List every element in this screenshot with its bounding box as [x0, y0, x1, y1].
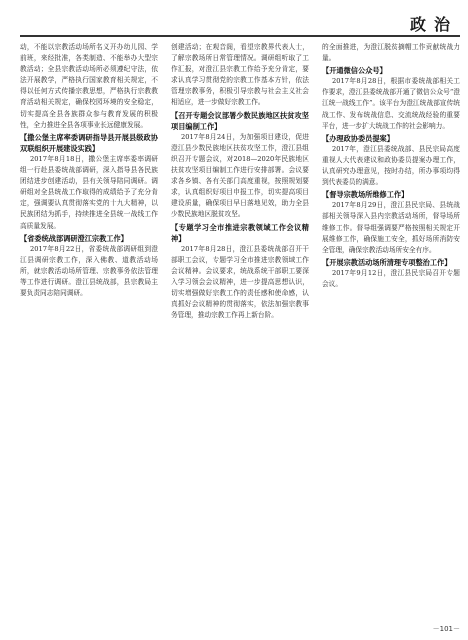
article-heading: 【省委统战部调研澄江宗教工作】 [20, 233, 128, 243]
article-heading: 【办理政协委员提案】 [322, 133, 394, 143]
text-column-3 [322, 42, 460, 612]
article-paragraph: 的全面推进，为澄江脱贫摘帽工作贡献统战力量。 [322, 43, 460, 63]
article-heading: 【召开专题会议部署少数民族地区扶贫攻坚项目编制工作】 [171, 110, 309, 131]
article-paragraph: 2017年8月22日，省委统战部调研组到澄江县调研宗教工作，深入佛教、道教活动场所，就宗教活动场所管理、宗教事务依法管理等工作进行调研。澄江县统战部，县宗教局主要负责同志陪同调研。 [20, 244, 158, 298]
article-paragraph: 2017年，澄江县委统战部、县民宗局高度重视人大代表建议和政协委员提案办理工作，认真研究办理意见，按时办结，所办事项均得到代表委员的满意。 [322, 144, 460, 187]
header-rule [20, 35, 460, 37]
text-column-2 [171, 42, 309, 612]
article-paragraph: 2017年8月18日，撒公堡主席率委率调研组一行赴县委统战部调研，深入指导县各民族团结进步创建活动，县有关领导陪同调研。调研组对全县统战工作取得的成绩给予了充分肯定，强调要认真贯彻落实党的十九大精神，以民族团结为抓手，持续推进全县统一战线工作高质量发展。 [20, 154, 158, 230]
article-paragraph: 2017年8月29日，澄江县民宗局、县统战部相关领导深入县内宗教活动场所，督导场所维修工作。督导组强调要严格按照相关规定开展维修工作，确保施工安全，抓好场所消防安全管理，确保宗教活动场所安全有序。 [322, 201, 460, 254]
article-paragraph: 2017年8月28日，根据市委统战部相关工作要求，澄江县委统战部开通了微信公众号“澄江统一战线工作”。该平台为澄江统战部宣传统战工作、发布统战信息、交流统战经验的重要平台，进一步扩大统战工作的社会影响力。 [322, 77, 460, 130]
article-paragraph: 创建活动；在观音阁，看望宗教界代表人士，了解宗教场所日常管理情况。调研组听取了工作汇报，对澄江县宗教工作给予充分肯定，要求认真学习贯彻党的宗教工作基本方针，依法管理宗教事务，积极引导宗教与社会主义社会相适应，进一步做好宗教工作。 [171, 43, 309, 107]
article-heading: 【督导宗教场所维修工作】 [322, 190, 409, 200]
article-paragraph: 2017年8月28日，澄江县委统战部召开干部职工会议，专题学习全市推进宗教领域工作会议精神。会议要求，统战系统干部职工要深入学习领会会议精神，进一步提高思想认识，切实增强做好宗教工作的责任感和使命感，认真抓好会议精神的贯彻落实，依法加强宗教事务管理，推动宗教工作再上新台阶。 [171, 244, 309, 320]
article-heading: 【专题学习全市推进宗教领域工作会议精神】 [171, 222, 309, 243]
text-column-1 [20, 42, 158, 612]
article-paragraph: 2017年8月24日，为加强项目建设，促进澄江县少数民族地区扶贫攻坚工作，澄江县组织召开专题会议，对2018—2020年民族地区扶贫攻坚项目编制工作进行安排部署。会议要求各乡镇、各有关部门高度重视，按照规划要求，认真组织好项目申报工作，切实提高项目建设质量，确保项目早日落地见效，助力全县少数民族地区脱贫攻坚。 [171, 132, 309, 219]
article-paragraph: 动，不能以宗教活动场所名义开办幼儿园、学前班，来经批准，各类制造、不能举办大型宗教活动；全县宗教活动场所必须遵纪守法，依法开展教学，严格执行国家教育相关规定，不得以任何方式传播宗教思想，严格执行宗教教育活动相关规定，确保校园环境的安全稳定，切实提高全县各族群众参与教育发展的积极性，全力推进全县各项事业长远健康发展。 [20, 43, 158, 129]
section-title: 政治 [409, 15, 458, 34]
article-heading: 【开通微信公众号】 [322, 66, 387, 76]
article-heading: 【开展宗教活动场所清理专项整治工作】 [322, 257, 452, 267]
article-paragraph: 2017年9月12日，澄江县民宗局召开专题会议。 [322, 268, 460, 288]
article-heading: 【撒公堡主席率委调研指导县开展县级政协双联组织开展建设实践】 [20, 132, 158, 153]
page-number: －101－ [432, 625, 460, 633]
